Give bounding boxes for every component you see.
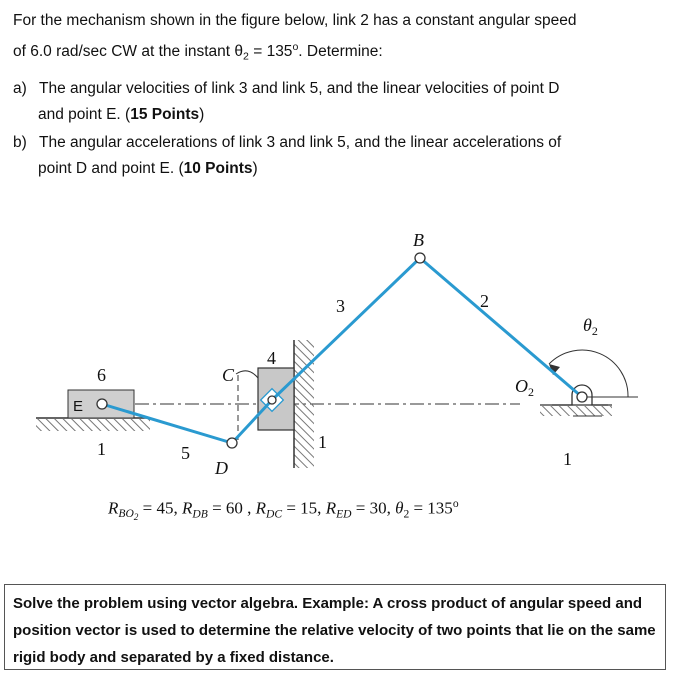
label-link-4: 4 — [267, 348, 276, 368]
label-link-6: 6 — [97, 365, 106, 385]
label-ground-left: 1 — [97, 439, 106, 459]
label-c: C — [222, 365, 235, 385]
label-theta: $\theta_2$ — [583, 315, 598, 338]
vertical-guide-hatch — [294, 340, 314, 468]
part-b — [13, 130, 678, 182]
theta-arc — [549, 350, 628, 397]
label-d: D — [215, 458, 228, 478]
intro-line-1: For the mechanism shown in the figure below, link 2 has a constant angular speed — [13, 12, 577, 29]
joint-d — [227, 438, 237, 448]
ground-right-hatch — [540, 406, 612, 416]
joint-c — [268, 396, 276, 404]
label-link-2: 2 — [480, 291, 489, 311]
part-a — [13, 76, 678, 128]
part-b-line-2: point D and point E. (10 Points) — [38, 160, 258, 177]
label-o2: $O_2$ — [515, 376, 534, 399]
part-b-line-1: b) The angular accelerations of link 3 and link 5, and the linear accelerations of — [13, 134, 562, 151]
joint-e — [97, 399, 107, 409]
part-a-line-2: and point E. (15 Points) — [38, 106, 205, 123]
intro-line-2: of 6.0 rad/sec CW at the instant $\theta_2 = 135^o$. Determine: — [13, 41, 383, 63]
label-b: B — [413, 230, 424, 250]
c-leader — [236, 371, 258, 378]
instruction-note-text: Solve the problem using vector algebra. Example: A cross product of angular speed and position vector is used to determine the relative velocity of two points that lie on the same rigid body and separated by a fixed distance. — [13, 595, 656, 666]
link-3 — [272, 258, 420, 400]
label-ground-right: 1 — [563, 449, 572, 469]
ground-left-hatch — [36, 419, 150, 431]
label-e: E — [73, 398, 84, 415]
mechanism-figure — [0, 215, 690, 485]
joint-b — [415, 253, 425, 263]
instruction-note-box — [4, 584, 666, 670]
joint-o2 — [577, 392, 587, 402]
problem-intro — [13, 8, 678, 69]
link-2 — [420, 258, 582, 397]
label-ground-mid: 1 — [318, 432, 327, 452]
label-link-3: 3 — [336, 296, 345, 316]
part-a-line-1: a) The angular velocities of link 3 and link 5, and the linear velocities of point D — [13, 80, 560, 97]
given-values: $R_{BO_2} = 45$, $R_{DB} = 60$ , $R_{DC} = 15$, $R_{ED} = 30$, $\theta_2 = 135^o$ — [108, 497, 459, 523]
label-link-5: 5 — [181, 443, 190, 463]
